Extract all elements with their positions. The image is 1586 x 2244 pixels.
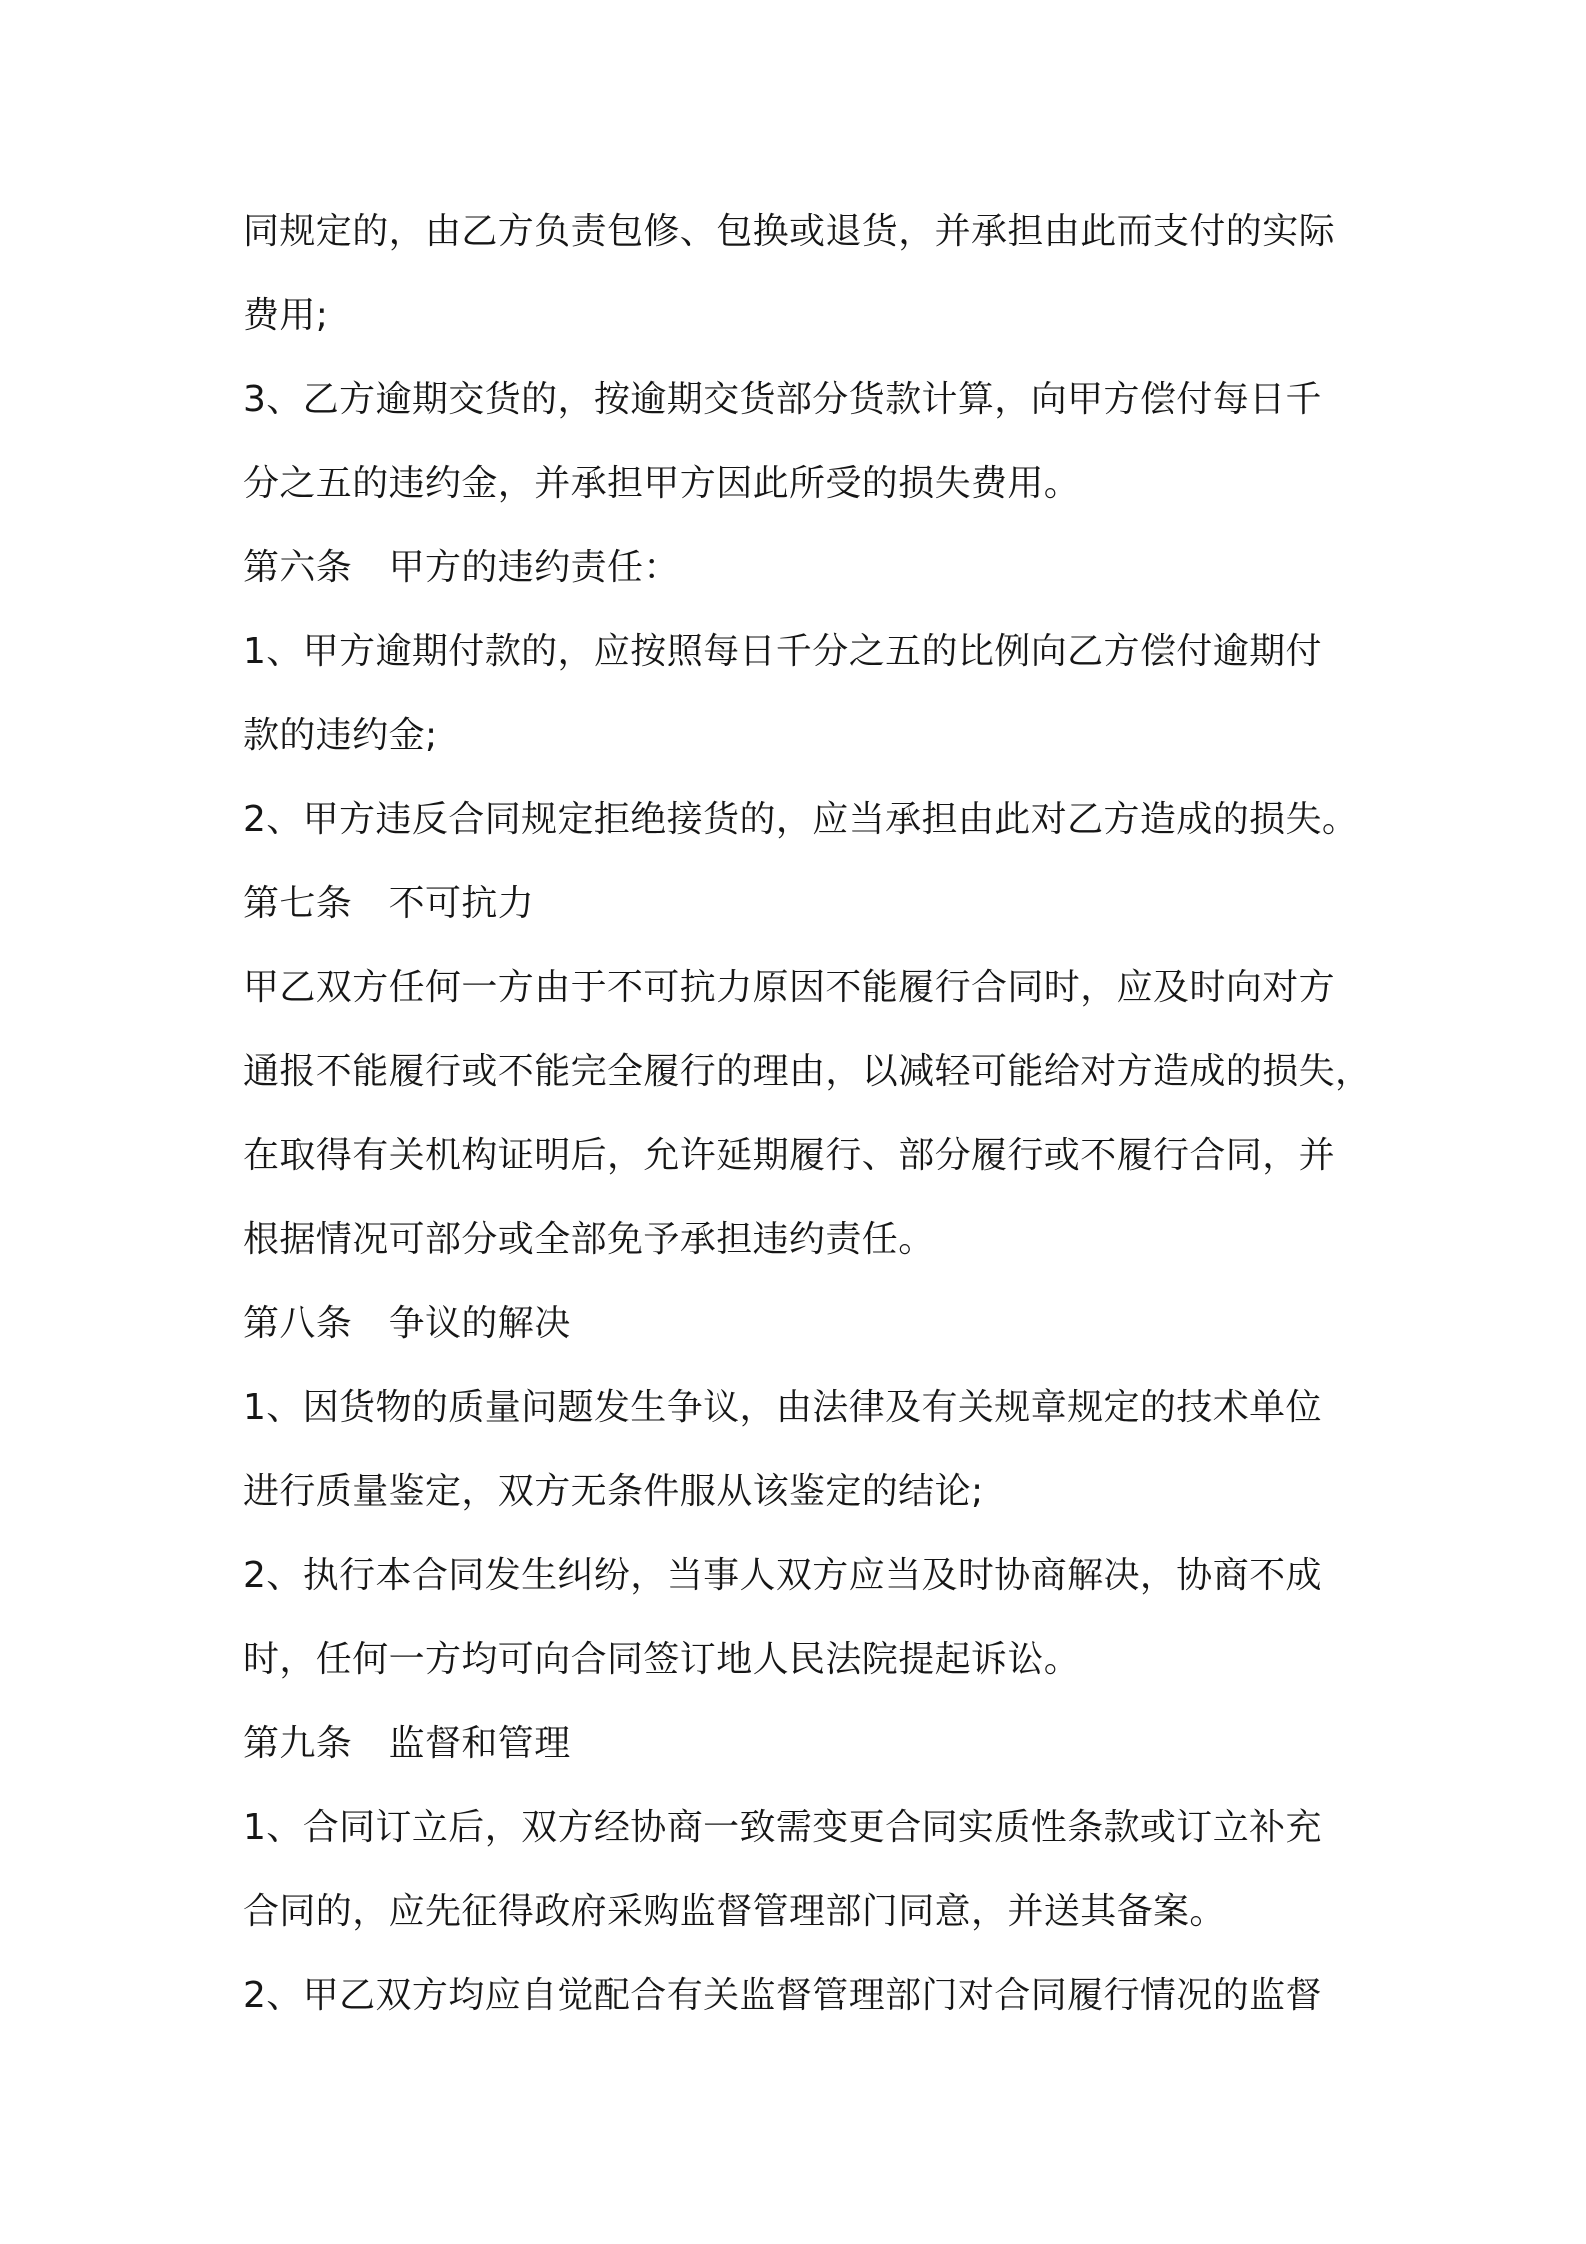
text-line: 费用; [243, 295, 329, 336]
text-line: 分之五的违约金，并承担甲方因此所受的损失费用。 [243, 463, 1081, 504]
text-line: 款的违约金; [243, 715, 438, 756]
text-line: 1、合同订立后，双方经协商一致需变更合同实质性条款或订立补充 [243, 1807, 1322, 1848]
text-line: 通报不能履行或不能完全履行的理由，以减轻可能给对方造成的损失， [243, 1051, 1372, 1092]
text-line: 2、甲乙双方均应自觉配合有关监督管理部门对合同履行情况的监督 [243, 1975, 1322, 2016]
text-line: 合同的，应先征得政府采购监督管理部门同意，并送其备案。 [243, 1891, 1226, 1932]
section-heading-article-9: 第九条 监督和管理 [243, 1723, 571, 1764]
text-line: 2、甲方违反合同规定拒绝接货的，应当承担由此对乙方造成的损失。 [243, 799, 1359, 840]
section-heading-article-7: 第七条 不可抗力 [243, 883, 535, 924]
text-line: 甲乙双方任何一方由于不可抗力原因不能履行合同时，应及时向对方 [243, 967, 1336, 1008]
text-line: 根据情况可部分或全部免予承担违约责任。 [243, 1219, 935, 1260]
text-line: 1、甲方逾期付款的，应按照每日千分之五的比例向乙方偿付逾期付 [243, 631, 1322, 672]
text-line: 在取得有关机构证明后，允许延期履行、部分履行或不履行合同，并 [243, 1135, 1336, 1176]
text-line: 2、执行本合同发生纠纷，当事人双方应当及时协商解决，协商不成 [243, 1555, 1322, 1596]
text-line: 3、乙方逾期交货的，按逾期交货部分货款计算，向甲方偿付每日千 [243, 379, 1322, 420]
section-heading-article-8: 第八条 争议的解决 [243, 1303, 571, 1344]
text-line: 进行质量鉴定，双方无条件服从该鉴定的结论; [243, 1471, 984, 1512]
contract-text-body [243, 190, 1373, 2038]
section-heading-article-6: 第六条 甲方的违约责任： [243, 547, 680, 588]
text-line: 1、因货物的质量问题发生争议，由法律及有关规章规定的技术单位 [243, 1387, 1322, 1428]
text-line: 时，任何一方均可向合同签订地人民法院提起诉讼。 [243, 1639, 1081, 1680]
text-line: 同规定的，由乙方负责包修、包换或退货，并承担由此而支付的实际 [243, 211, 1336, 252]
